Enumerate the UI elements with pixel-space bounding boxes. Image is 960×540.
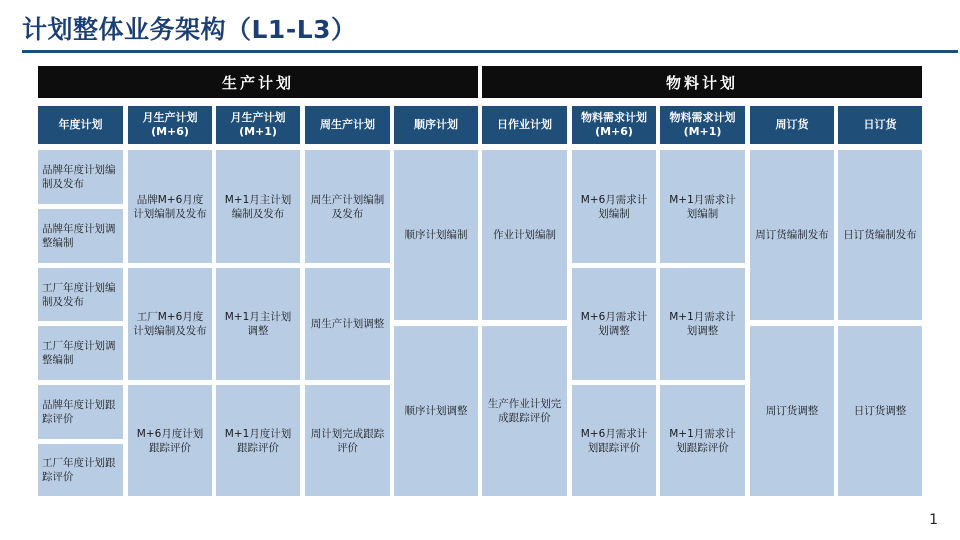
cell-m1-1: M+1月主计划编制及发布 (216, 150, 300, 263)
cell-daily-work-2: 生产作业计划完成跟踪评价 (482, 326, 567, 496)
cell-mrp-m1-1: M+1月需求计划编制 (660, 150, 745, 263)
cell-mrp-m6-2: M+6月需求计划调整 (572, 268, 656, 380)
header-mrp-m1: 物料需求计划 (M+1) (660, 106, 745, 144)
cell-mrp-m1-2: M+1月需求计划调整 (660, 268, 745, 380)
band-production-plan: 生产计划 (38, 66, 478, 98)
cell-m6-2: 工厂M+6月度计划编制及发布 (128, 268, 212, 380)
page-number: 1 (929, 512, 938, 528)
cell-annual-2: 品牌年度计划调整编制 (38, 209, 123, 263)
cell-weekly-2: 周生产计划调整 (305, 268, 390, 380)
cell-annual-3: 工厂年度计划编制及发布 (38, 268, 123, 321)
cell-mrp-m6-3: M+6月需求计划跟踪评价 (572, 385, 656, 496)
cell-daily-order-1: 日订货编制发布 (838, 150, 922, 320)
cell-annual-1: 品牌年度计划编制及发布 (38, 150, 123, 204)
header-monthly-m6: 月生产计划(M+6) (128, 106, 212, 144)
cell-m6-3: M+6月度计划跟踪评价 (128, 385, 212, 496)
cell-daily-work-1: 作业计划编制 (482, 150, 567, 320)
cell-sequence-1: 顺序计划编制 (394, 150, 478, 320)
cell-sequence-2: 顺序计划调整 (394, 326, 478, 496)
header-weekly-order: 周订货 (750, 106, 834, 144)
cell-daily-order-2: 日订货调整 (838, 326, 922, 496)
cell-weekly-3: 周计划完成跟踪评价 (305, 385, 390, 496)
page-title: 计划整体业务架构（L1-L3） (22, 15, 357, 44)
cell-annual-5: 品牌年度计划跟踪评价 (38, 385, 123, 439)
band-material-plan: 物料计划 (482, 66, 922, 98)
cell-mrp-m6-1: M+6月需求计划编制 (572, 150, 656, 263)
cell-annual-6: 工厂年度计划跟踪评价 (38, 444, 123, 496)
header-daily-order: 日订货 (838, 106, 922, 144)
cell-weekly-1: 周生产计划编制及发布 (305, 150, 390, 263)
cell-mrp-m1-3: M+1月需求计划跟踪评价 (660, 385, 745, 496)
cell-m1-3: M+1月度计划跟踪评价 (216, 385, 300, 496)
header-monthly-m1: 月生产计划(M+1) (216, 106, 300, 144)
cell-weekly-order-1: 周订货编制发布 (750, 150, 834, 320)
cell-m6-1: 品牌M+6月度计划编制及发布 (128, 150, 212, 263)
header-annual-plan: 年度计划 (38, 106, 123, 144)
cell-weekly-order-2: 周订货调整 (750, 326, 834, 496)
header-weekly-plan: 周生产计划 (305, 106, 390, 144)
cell-annual-4: 工厂年度计划调整编制 (38, 326, 123, 380)
header-mrp-m6: 物料需求计划 (M+6) (572, 106, 656, 144)
header-daily-work-plan: 日作业计划 (482, 106, 567, 144)
cell-m1-2: M+1月主计划调整 (216, 268, 300, 380)
title-underline (22, 50, 958, 53)
header-sequence-plan: 顺序计划 (394, 106, 478, 144)
